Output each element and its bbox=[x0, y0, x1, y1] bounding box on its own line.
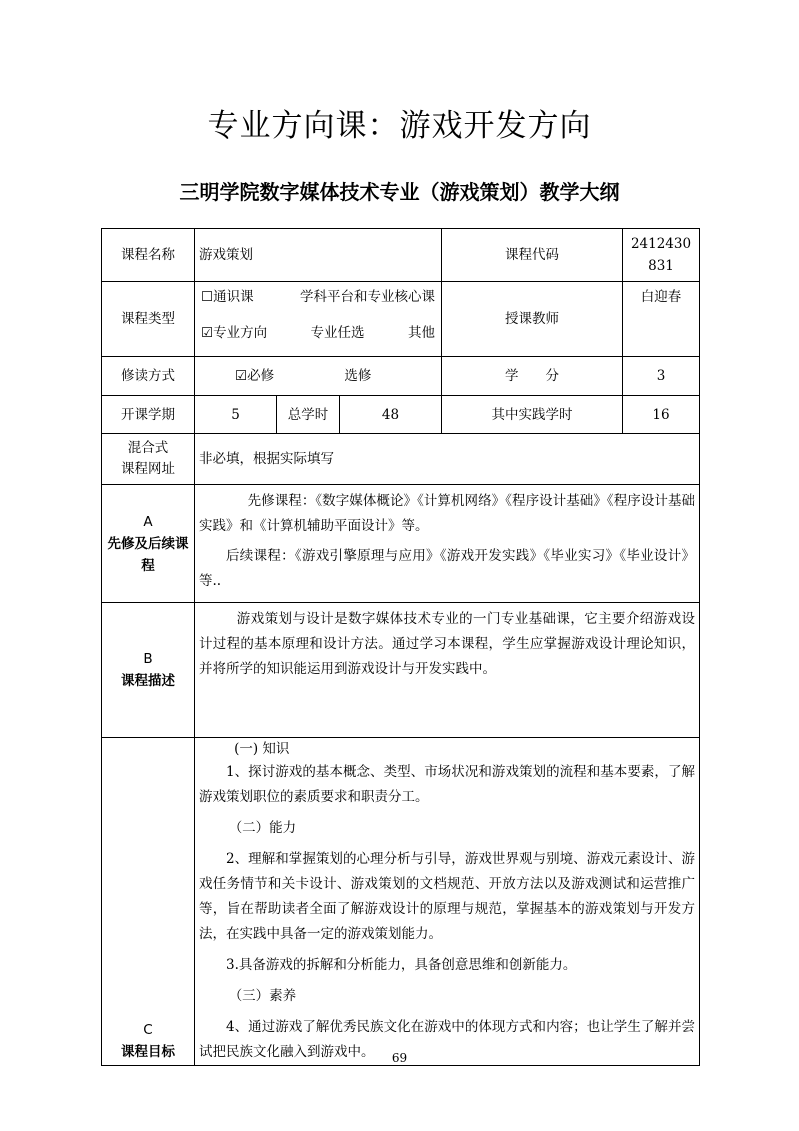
course-type-label: 课程类型 bbox=[102, 282, 195, 357]
credits-value: 3 bbox=[623, 357, 700, 396]
row-section-b bbox=[102, 603, 700, 738]
goal-heading-ability: （二）能力 bbox=[228, 820, 297, 836]
total-hours-value: 48 bbox=[340, 396, 442, 434]
goal-heading-knowledge: (一) 知识 bbox=[234, 741, 290, 757]
section-c-content bbox=[195, 738, 700, 1066]
section-b-text: 游戏策划与设计是数字媒体技术专业的一门专业基础课，它主要介绍游戏设计过程的基本原理和设计方法。通过学习本课程，学生应掌握游戏设计理论知识，并将所学的知识能运用到游戏设计与开发实践中。 bbox=[199, 611, 695, 677]
section-c-title: 课程目标 bbox=[121, 1044, 175, 1060]
semester-value: 5 bbox=[195, 396, 277, 434]
section-b-title: 课程描述 bbox=[121, 673, 175, 689]
course-code-line2: 831 bbox=[648, 258, 674, 274]
section-a-title: 先修及后续课程 bbox=[107, 535, 189, 574]
mode-required: ☑必修 bbox=[235, 368, 275, 384]
goal-text-1: 1、探讨游戏的基本概念、类型、市场状况和游戏策划的流程和基本要素，了解游戏策划职位的素质要求和职责分工。 bbox=[199, 764, 695, 805]
teacher-value: 白迎春 bbox=[623, 282, 700, 357]
course-type-line2 bbox=[199, 322, 437, 344]
syllabus-table bbox=[101, 228, 700, 1066]
semester-label: 开课学期 bbox=[102, 396, 195, 434]
row-study-mode bbox=[102, 357, 700, 396]
document-title: 三明学院数字媒体技术专业（游戏策划）教学大纲 bbox=[179, 180, 620, 204]
mixed-course-label bbox=[102, 434, 195, 485]
course-code-value bbox=[623, 229, 700, 282]
row-section-c bbox=[102, 738, 700, 1066]
credits-label: 学 分 bbox=[442, 357, 623, 396]
practice-hours-label: 其中实践学时 bbox=[442, 396, 623, 434]
section-c-label bbox=[102, 738, 195, 1066]
type-other: 其他 bbox=[407, 325, 435, 341]
goal-text-2: 2、理解和掌握策划的心理分析与引导，游戏世界观与别境、游戏元素设计、游戏任务情节和关卡设计、游戏策划的文档规范、开放方法以及游戏测试和运营推广等，旨在帮助读者全面了解游戏设计的原理与规范，掌握基本的游戏策划与开发方法，在实践中具备一定的游戏策划能力。 bbox=[199, 851, 695, 942]
course-code-line1: 2412430 bbox=[630, 236, 692, 252]
total-hours-label: 总学时 bbox=[277, 396, 340, 434]
row-course-name bbox=[102, 229, 700, 282]
type-platform: 学科平台和专业核心课 bbox=[300, 289, 435, 305]
goal-heading-literacy: （三）素养 bbox=[228, 988, 297, 1004]
mode-optional: 选修 bbox=[344, 368, 372, 384]
course-code-label: 课程代码 bbox=[442, 229, 623, 282]
goal-text-3: 3.具备游戏的拆解和分析能力，具备创意思维和创新能力。 bbox=[226, 957, 577, 973]
teacher-label: 授课教师 bbox=[442, 282, 623, 357]
study-mode-label: 修读方式 bbox=[102, 357, 195, 396]
goal-text-4: 4、通过游戏了解优秀民族文化在游戏中的体现方式和内容；也让学生了解并尝试把民族文化融入到游戏中。 bbox=[199, 1019, 695, 1060]
mixed-course-value: 非必填，根据实际填写 bbox=[195, 434, 700, 485]
section-b-label bbox=[102, 603, 195, 738]
section-b-letter: B bbox=[143, 651, 153, 667]
section-c-letter: C bbox=[143, 1022, 153, 1038]
course-type-options bbox=[195, 282, 442, 357]
mixed-label-line1: 混合式 bbox=[127, 440, 169, 456]
study-mode-options bbox=[195, 357, 442, 396]
section-a-label bbox=[102, 485, 195, 603]
mixed-label-line2: 课程网址 bbox=[121, 461, 175, 477]
section-a-content bbox=[195, 485, 700, 603]
type-elective: 专业任选 bbox=[310, 325, 365, 341]
row-mixed-course bbox=[102, 434, 700, 485]
section-a-followup: 后续课程：《游戏引擎原理与应用》《游戏开发实践》《毕业实习》《毕业设计》等.. bbox=[199, 548, 695, 589]
course-name-value: 游戏策划 bbox=[195, 229, 442, 282]
section-b-content bbox=[195, 603, 700, 738]
row-section-a bbox=[102, 485, 700, 603]
section-a-letter: A bbox=[143, 513, 153, 530]
row-course-type bbox=[102, 282, 700, 357]
type-general: ☐通识课 bbox=[201, 289, 254, 305]
course-type-line1 bbox=[199, 286, 437, 308]
page-title: 专业方向课：游戏开发方向 bbox=[207, 108, 592, 144]
type-direction: ☑专业方向 bbox=[201, 325, 268, 341]
row-semester bbox=[102, 396, 700, 434]
practice-hours-value: 16 bbox=[623, 396, 700, 434]
page-number: 69 bbox=[391, 1051, 408, 1065]
course-name-label: 课程名称 bbox=[102, 229, 195, 282]
section-a-prereq: 先修课程：《数字媒体概论》《计算机网络》《程序设计基础》《程序设计基础实践》和《计算机辅助平面设计》等。 bbox=[199, 493, 695, 534]
